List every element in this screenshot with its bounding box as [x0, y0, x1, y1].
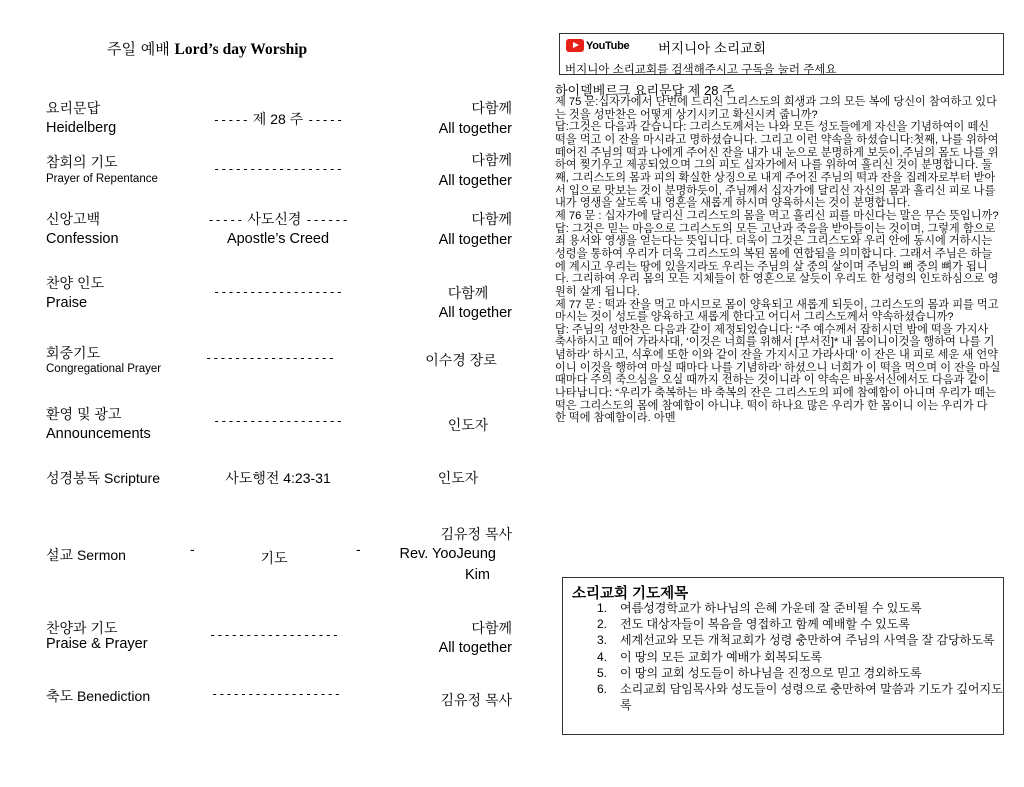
- prayer-item: 4. 이 땅의 모든 교회가 예배가 회복되도록: [597, 649, 823, 664]
- heidelberg-a76: 답: 그것은 믿는 마음으로 그리스도의 모든 고난과 죽음을 받아들이는 것이며, 그렇게 함으로 죄 용서와 영생을 얻는다는 뜻입니다. 더욱이 그것은 그리스도와 우리 안에 동시에 거하시는 성령을 통하여 우리가 더욱 그리스도의 복된 몸에 연합됨을 의미합니다. 그래서 주님은 하늘에 계시고 우리는 땅에 있을지라도 우리는 주님의 살 중의 살이며 주님의 뼈 중의 뼈가 됩니다. 그리하여 우리 몸의 모든 지체들이 한 영혼으로 살듯이 우리도 한 성령의 인도하심으로 영원히 살게 됩니다.: [555, 222, 999, 298]
- order-leader-en: Rev. YooJeung: [399, 546, 496, 562]
- title-korean: 주일 예배: [107, 40, 175, 58]
- order-label-en: Praise & Prayer: [46, 636, 148, 652]
- order-leader-ko: 다함께: [471, 620, 512, 636]
- youtube-logo[interactable]: [566, 39, 629, 52]
- heidelberg-q77: 제 77 문 : 떡과 잔을 먹고 마시므로 몸이 양육되고 새롭게 되듯이, 그리스도의 몸과 피를 먹고 마시는 것이 성도를 양육하고 새롭게 한다고 어디서 그리스도께서 약속하셨습니까?: [555, 298, 999, 324]
- prayer-item: 6. 소리교회 담임목사와 성도들이 성령으로 충만하여 말씀과 기도가 깊어지도록: [597, 682, 1003, 713]
- heidelberg-q75: 제 75 문:십자가에서 단번에 드리신 그리스도의 희생과 그의 모든 복에 당신이 참여하고 있다는 것을 성만찬은 어떻게 상기시키고 확신시켜 줍니까?: [555, 96, 997, 121]
- youtube-church-name: 버지니아 소리교회: [658, 41, 767, 56]
- order-leader-en: All together: [438, 121, 512, 137]
- order-label-ko: 신앙고백: [46, 211, 101, 227]
- order-leader-en-2: Kim: [465, 567, 490, 583]
- order-label-ko: 요리문답: [46, 100, 101, 116]
- heidelberg-q76: 제 76 문 : 십자가에 달리신 그리스도의 몸을 먹고 흘리신 피를 마신다는 말은 무슨 뜻입니까?: [555, 209, 999, 222]
- heidelberg-a77: 답: 주님의 성만찬은 다음과 같이 제정되었습니다: “주 예수께서 잡히시던 밤에 떡을 가지사 축사하시고 떼어 가라사대, ‘이것은 너희를 위해서 [부서진]* 내 몸이니이것을 행하여 나를 기념하라’ 하시고, 식후에 또한 이와 같이 잔을 가지시고 가라사대’ 이 잔은 내 피로 세운 새 언약이니 이것을 행하여 마실 때마다 나를 기념하라’ 하셨으니 너희가 이 떡을 먹으며 이 잔을 마실 때마다 주의 죽으심을 오실 때까지 전하는 것이니라 이 약속은 바울서신에서도 다음과 같이 나타납니다: “우리가 축복하는 바 축복의 잔은 그리스도의 피에 참예함이 아니며 우리가 떼는 떡은 그리스도의 몸에 참예함이 아니냐. 떡이 하나요 많은 우리가 한 몸이니 이는 우리가 다 한 떡에 참예함이라. 아멘: [555, 323, 1001, 425]
- youtube-box: [559, 33, 1004, 75]
- order-middle: ------------------: [210, 687, 342, 701]
- order-leader-ko: 인도자: [447, 417, 489, 433]
- order-label-en: Prayer of Repentance: [46, 173, 158, 185]
- order-middle: ----- 사도신경 ------: [207, 211, 349, 227]
- bulletin-title: [107, 38, 307, 59]
- order-middle: 사도행전 4:23-31: [225, 470, 331, 486]
- order-label-en: Confession: [46, 231, 119, 247]
- order-middle: ----- 제 28 주 -----: [212, 111, 344, 127]
- prayer-item: 3. 세계선교와 모든 개척교회가 성령 충만하여 주님의 사역을 잘 감당하도록: [597, 633, 995, 648]
- order-leader-ko: 김유정 목사: [440, 526, 512, 542]
- youtube-play-icon: [566, 39, 584, 52]
- order-leader-ko: 이수경 장로: [425, 352, 497, 368]
- heidelberg-text: [555, 96, 1001, 425]
- order-label-en: Congregational Prayer: [46, 363, 162, 375]
- order-label-ko: 설교 Sermon: [46, 547, 126, 563]
- order-leader-ko: 다함께: [471, 152, 512, 168]
- heidelberg-title: 하이델베르크 요리문답 제 28 주: [555, 83, 735, 98]
- order-leader-ko: 다함께: [447, 285, 489, 301]
- heidelberg-a75: 답:그것은 다음과 같습니다: 그리스도께서는 나와 모든 성도들에게 자신을 기념하여이 떼신 떡을 먹고 이 잔을 마시라고 명하셨습니다. 그리고 이런 약속을 하셨습니다:첫째, 나를 위하여 떼어진 주님의 떡과 나에게 주어신 잔을 내가 내 눈으로 분명하게 보듯이,주님의 몸도 나를 위하여 찢기우고 제공되었으며 그의 피도 십자가에서 나를 위하여 흘리신 것이 분명합니다. 둘째, 그리스도의 몸과 피의 확실한 상징으로 내게 주어진 주님의 떡과 잔을 집레자로부터 받아서 입으로 맛보는 것이 분명하듯이, 주님께서 십자가에 달리신 자신의 몸과 흘리신 피로 나를 내가 영생을 살도록 내 영혼을 새롭게 하시며 양육하시는 것이 분명합니다.: [555, 121, 999, 210]
- order-label-ko: 환영 및 광고: [46, 406, 122, 422]
- prayer-item: 1. 여름성경학교가 하나님의 은혜 가운데 잘 준비될 수 있도록: [597, 601, 922, 615]
- order-leader-ko: 인도자: [437, 470, 479, 486]
- prayer-item: 2. 전도 대상자들이 복음을 영접하고 함께 예배할 수 있도록: [597, 617, 910, 632]
- order-leader-en: All together: [438, 640, 512, 656]
- order-leader-ko: 김유정 목사: [440, 692, 512, 708]
- order-middle: ------------------: [208, 628, 340, 642]
- youtube-subscribe-text: 버지니아 소리교회를 검색해주시고 구독을 눌러 주세요: [565, 64, 837, 76]
- prayer-requests-box: [562, 577, 1004, 735]
- youtube-wordmark: YouTube: [586, 39, 630, 52]
- sermon-dash-left: -: [190, 541, 195, 557]
- order-label-ko: 찬양 인도: [46, 275, 104, 291]
- order-label-ko: 축도 Benediction: [46, 688, 151, 704]
- order-label-ko: 찬양과 기도: [46, 620, 118, 636]
- order-label-ko: 회중기도: [46, 345, 101, 361]
- order-leader-en: All together: [438, 305, 512, 321]
- order-leader-ko: 다함께: [471, 100, 512, 116]
- title-english: Lord’s day Worship: [174, 41, 308, 58]
- sermon-dash-right: -: [356, 541, 361, 557]
- order-middle: ------------------: [212, 162, 344, 176]
- order-label-en: Announcements: [46, 426, 151, 442]
- order-middle: ------------------: [204, 351, 336, 365]
- order-label-ko: 성경봉독 Scripture: [46, 470, 161, 486]
- prayer-item: 5. 이 땅의 교회 성도들이 하나님을 진정으로 믿고 경외하도록: [597, 665, 922, 680]
- order-label-en: Heidelberg: [46, 120, 117, 136]
- order-leader-en: All together: [438, 173, 512, 189]
- prayer-list: [563, 600, 1003, 713]
- order-leader-ko: 다함께: [471, 211, 512, 227]
- order-label-ko: 참회의 기도: [46, 154, 118, 170]
- order-middle: 기도: [260, 550, 288, 566]
- order-middle: ------------------: [212, 414, 344, 428]
- order-middle: ------------------: [212, 285, 344, 299]
- order-label-en: Praise: [46, 295, 88, 311]
- order-middle-en: Apostle’s Creed: [226, 231, 330, 247]
- prayer-title: 소리교회 기도제목: [572, 586, 689, 602]
- order-leader-en: All together: [438, 232, 512, 248]
